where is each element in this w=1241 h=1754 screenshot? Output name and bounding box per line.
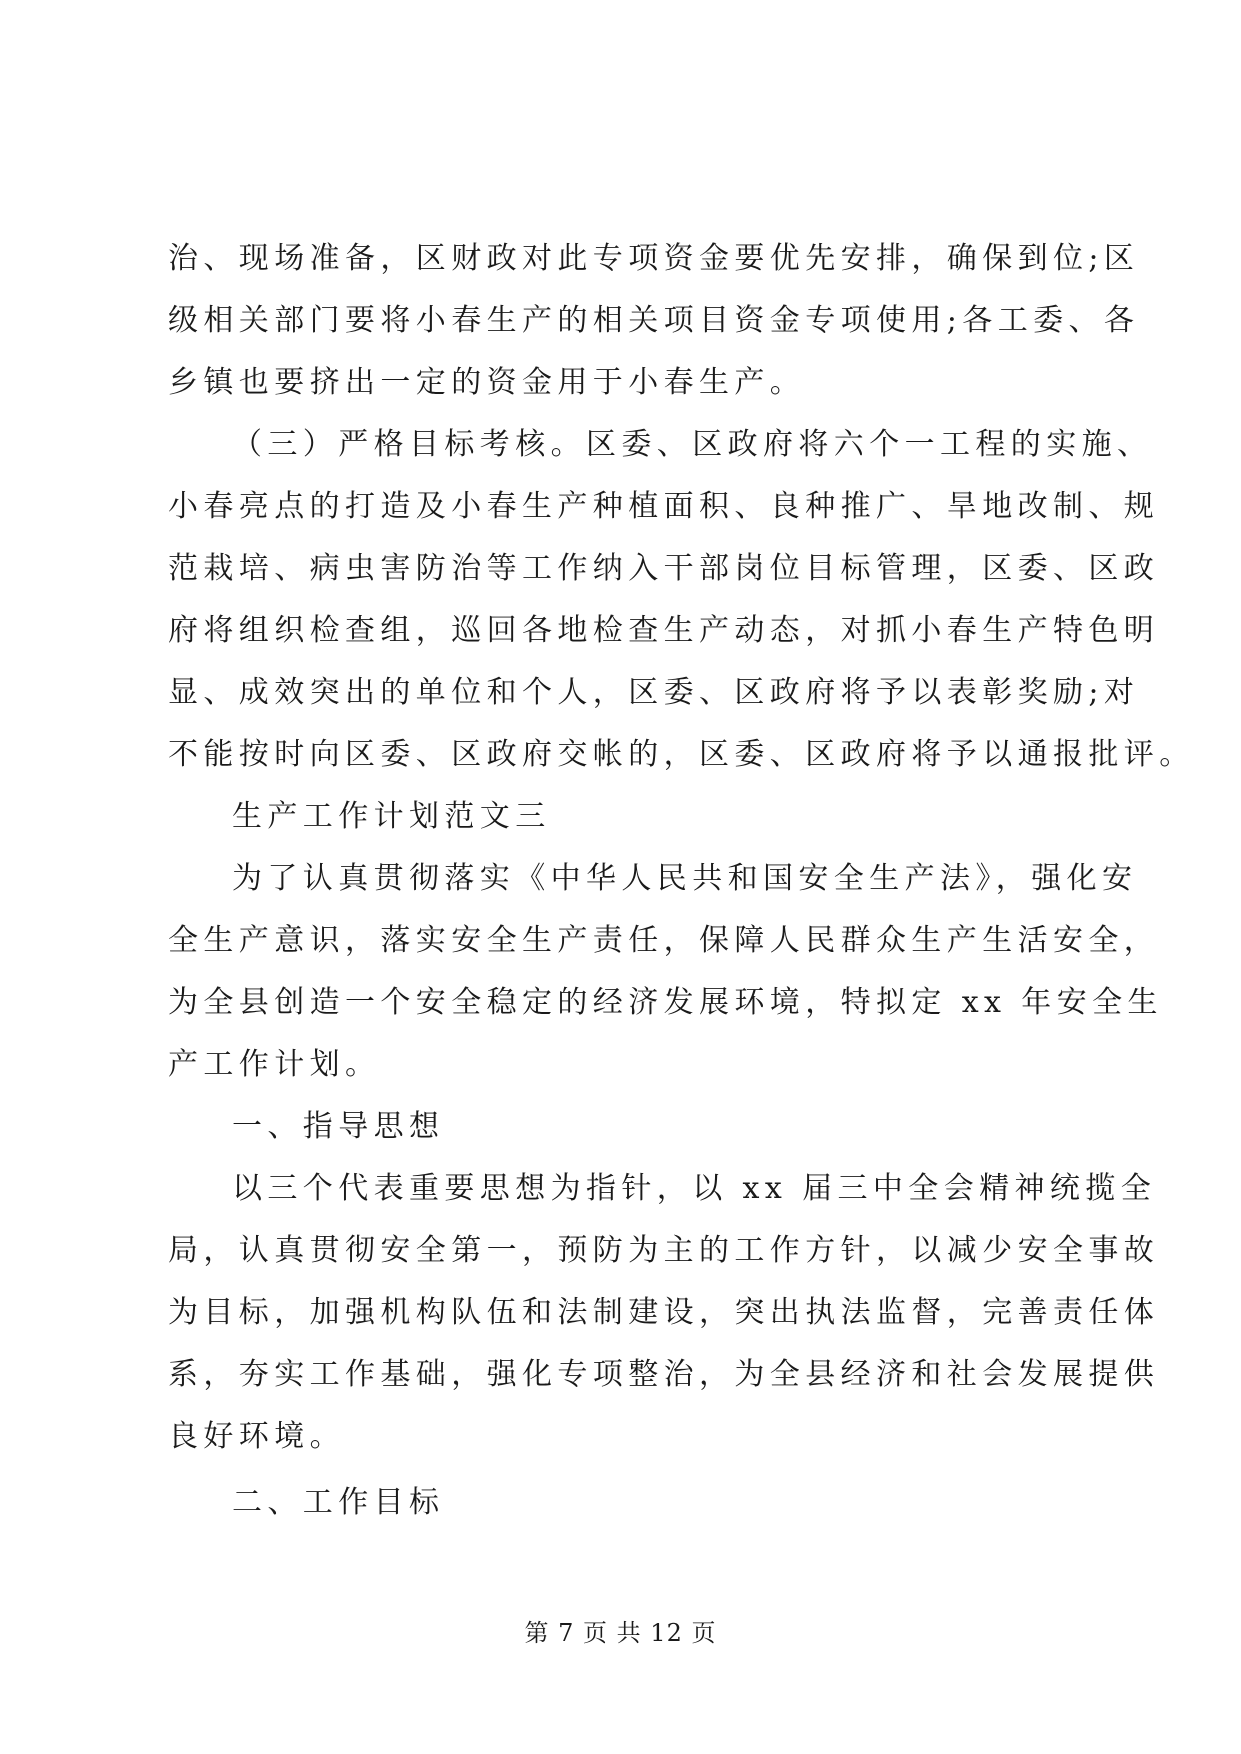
body-line: 局，认真贯彻安全第一，预防为主的工作方针，以减少安全事故 (168, 1233, 1160, 1268)
body-line: 府将组织检查组，巡回各地检查生产动态，对抓小春生产特色明 (168, 613, 1160, 648)
body-line: 为全县创造一个安全稳定的经济发展环境，特拟定 xx 年安全生 (168, 985, 1163, 1020)
body-line: 良好环境。 (168, 1419, 345, 1454)
section-heading: 一、指导思想 (232, 1109, 445, 1144)
body-line: 不能按时向区委、区政府交帐的，区委、区政府将予以通报批评。 (168, 737, 1195, 772)
body-line: 为了认真贯彻落实《中华人民共和国安全生产法》，强化安 (232, 861, 1138, 896)
body-line: 为目标，加强机构队伍和法制建设，突出执法监督，完善责任体 (168, 1295, 1160, 1330)
body-line: 显、成效突出的单位和个人，区委、区政府将予以表彰奖励;对 (168, 675, 1140, 710)
body-line: 以三个代表重要思想为指针，以 xx 届三中全会精神统揽全 (232, 1171, 1157, 1206)
body-line: 乡镇也要挤出一定的资金用于小春生产。 (168, 365, 806, 400)
body-line: 级相关部门要将小春生产的相关项目资金专项使用;各工委、各 (168, 303, 1140, 338)
body-line: 产工作计划。 (168, 1047, 381, 1082)
body-line: 范栽培、病虫害防治等工作纳入干部岗位目标管理，区委、区政 (168, 551, 1160, 586)
page-number-footer: 第 7 页 共 12 页 (524, 1619, 717, 1647)
body-line: （三）严格目标考核。区委、区政府将六个一工程的实施、 (232, 427, 1153, 462)
section-heading: 二、工作目标 (232, 1485, 445, 1520)
document-body (168, 228, 1195, 1534)
body-line: 全生产意识，落实安全生产责任，保障人民群众生产生活安全， (168, 923, 1160, 958)
body-line: 小春亮点的打造及小春生产种植面积、良种推广、旱地改制、规 (168, 489, 1160, 524)
section-heading: 生产工作计划范文三 (232, 799, 551, 834)
body-line: 治、现场准备，区财政对此专项资金要优先安排，确保到位;区 (168, 241, 1140, 276)
body-line: 系，夯实工作基础，强化专项整治，为全县经济和社会发展提供 (168, 1357, 1160, 1392)
